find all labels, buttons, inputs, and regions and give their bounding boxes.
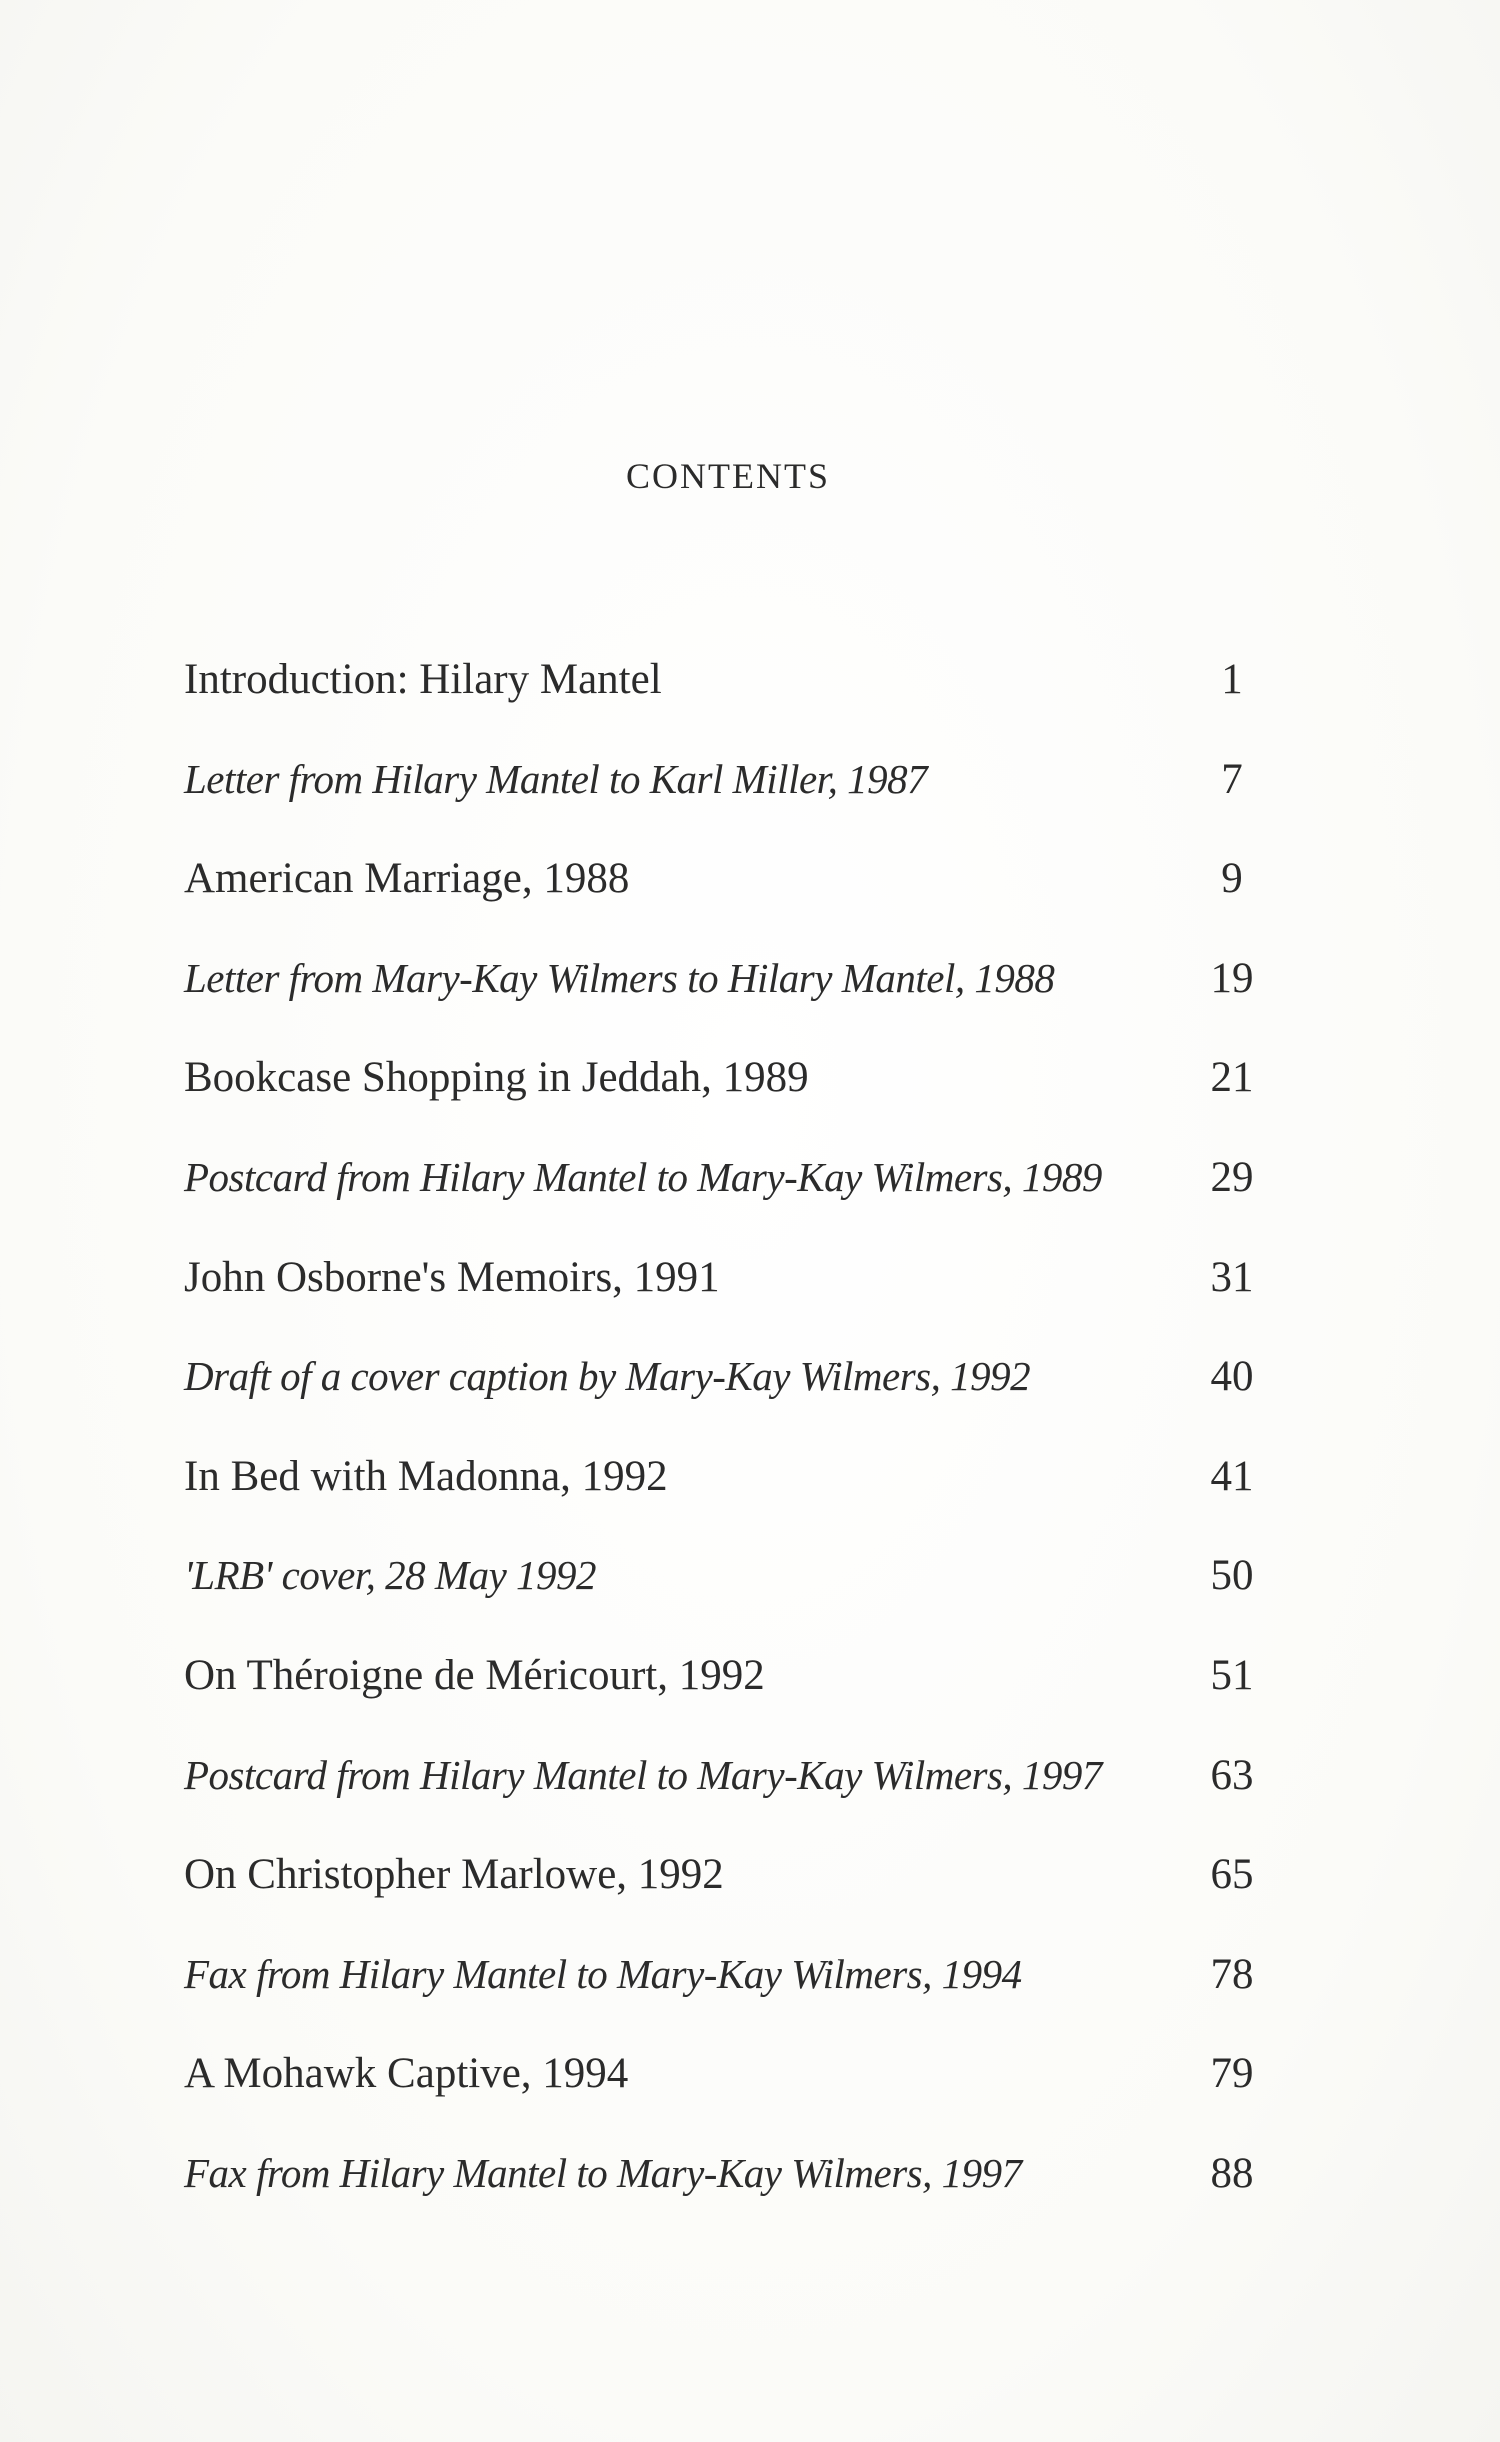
toc-entry — [184, 1551, 1264, 1651]
toc-entry-title: 'LRB' cover, 28 May 1992 — [184, 1552, 597, 1599]
toc-entry-page: 65 — [1210, 1851, 1254, 1899]
toc-entry — [184, 1751, 1264, 1851]
contents-heading: CONTENTS — [626, 456, 830, 496]
toc-entry — [184, 655, 1264, 755]
toc-entry-page: 9 — [1221, 855, 1243, 903]
toc-entry-title: Introduction: Hilary Mantel — [184, 656, 662, 703]
toc-entry — [184, 1452, 1264, 1552]
toc-entry-title: John Osborne's Memoirs, 1991 — [184, 1253, 720, 1301]
toc-entry — [184, 1253, 1264, 1353]
toc-entry — [184, 1053, 1264, 1153]
toc-entry — [184, 854, 1264, 954]
toc-entry — [184, 2049, 1264, 2149]
toc-entry — [184, 954, 1264, 1054]
toc-entry — [184, 1153, 1264, 1253]
toc-entry-title: Postcard from Hilary Mantel to Mary-Kay Wilmers, 1997 — [184, 1751, 1102, 1798]
toc-entry-page: 51 — [1210, 1651, 1254, 1699]
toc-entry-page: 19 — [1210, 954, 1254, 1002]
toc-entry-title: Draft of a cover caption by Mary-Kay Wilmers, 1992 — [184, 1353, 1031, 1400]
toc-entry-page: 40 — [1210, 1353, 1254, 1401]
toc-entry-title: Fax from Hilary Mantel to Mary-Kay Wilmers, 1997 — [184, 2149, 1022, 2196]
toc-entry-page: 78 — [1210, 1950, 1254, 1998]
toc-entry-page: 79 — [1210, 2050, 1254, 2098]
toc-entry-page: 7 — [1221, 755, 1243, 803]
toc-entry — [184, 2149, 1264, 2249]
toc-entry — [184, 1950, 1264, 2050]
table-of-contents — [184, 655, 1264, 2249]
toc-entry-page: 29 — [1210, 1153, 1254, 1201]
toc-entry — [184, 1352, 1264, 1452]
toc-entry-title: In Bed with Madonna, 1992 — [184, 1452, 668, 1500]
toc-entry-page: 1 — [1221, 656, 1243, 703]
toc-entry-title: American Marriage, 1988 — [184, 855, 630, 903]
toc-entry-title: Postcard from Hilary Mantel to Mary-Kay Wilmers, 1989 — [184, 1153, 1102, 1200]
toc-entry — [184, 1850, 1264, 1950]
toc-entry-title: On Christopher Marlowe, 1992 — [184, 1851, 724, 1899]
toc-entry-page: 88 — [1210, 2149, 1254, 2197]
toc-entry-title: Fax from Hilary Mantel to Mary-Kay Wilmers, 1994 — [184, 1950, 1022, 1997]
toc-entry-title: On Théroigne de Méricourt, 1992 — [184, 1651, 765, 1699]
toc-entry-page: 63 — [1210, 1751, 1254, 1799]
toc-entry — [184, 755, 1264, 855]
toc-entry-page: 50 — [1210, 1552, 1254, 1600]
toc-entry-page: 31 — [1210, 1253, 1254, 1301]
toc-entry-title: Letter from Mary-Kay Wilmers to Hilary Mantel, 1988 — [184, 954, 1055, 1001]
toc-entry-page: 21 — [1210, 1054, 1254, 1102]
toc-entry-page: 41 — [1210, 1452, 1254, 1500]
toc-entry-title: A Mohawk Captive, 1994 — [184, 2050, 629, 2098]
toc-entry-title: Bookcase Shopping in Jeddah, 1989 — [184, 1054, 809, 1102]
toc-entry — [184, 1651, 1264, 1751]
toc-entry-title: Letter from Hilary Mantel to Karl Miller, 1987 — [184, 755, 928, 802]
